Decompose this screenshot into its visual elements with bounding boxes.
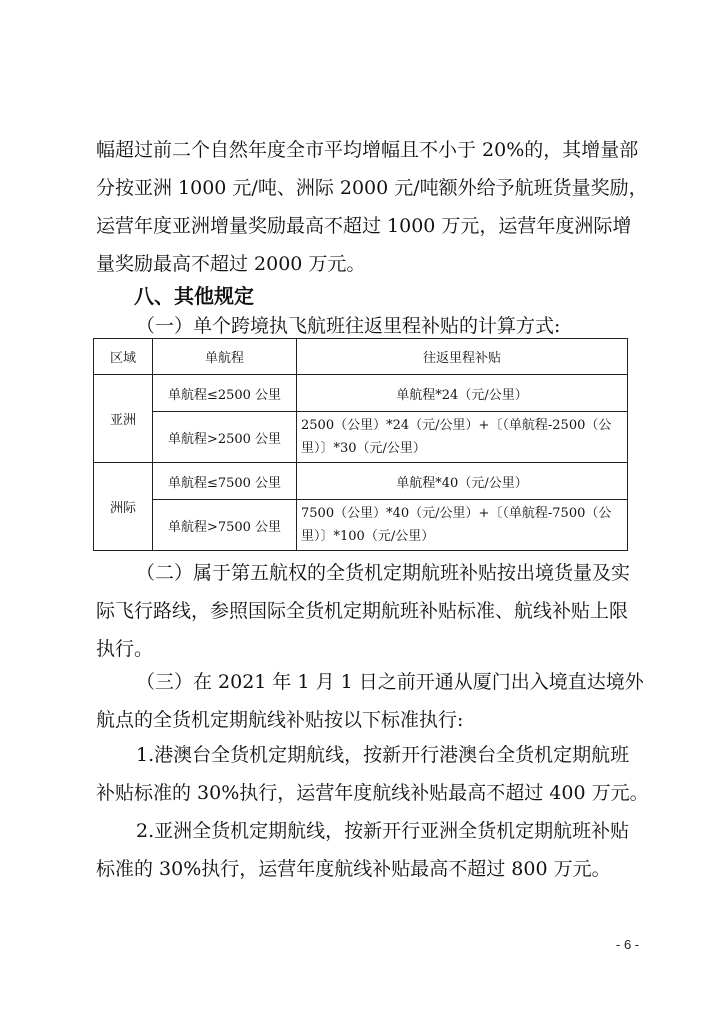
table-row <box>94 375 628 412</box>
formula-cell: 2500（公里）*24（元/公里）+〔（单航程-2500（公里）〕*30（元/公里） <box>297 412 628 463</box>
page-number: - 6 - <box>616 937 640 952</box>
point2-paragraph <box>96 812 636 888</box>
header-one-way: 单航程 <box>153 339 297 375</box>
section-heading: 八、其他规定 <box>134 284 254 308</box>
table-header-row <box>94 339 628 375</box>
table-row <box>94 500 628 551</box>
paragraph-line: 执行。 <box>96 638 154 660</box>
item2-paragraph <box>96 554 636 668</box>
item3-paragraph <box>96 663 644 739</box>
formula-cell: 7500（公里）*40（元/公里）+〔（单航程-7500（公里）〕*100（元/公里） <box>297 500 628 551</box>
top-paragraph <box>96 131 648 283</box>
table-row <box>94 412 628 463</box>
item1-title-text: （一）单个跨境执飞航班往返里程补贴的计算方式: <box>136 315 561 337</box>
paragraph-line: 航点的全货机定期航线补贴按以下标准执行: <box>96 709 464 731</box>
paragraph-line: 分按亚洲 1000 元/吨、洲际 2000 元/吨额外给予航班货量奖励， <box>96 177 648 199</box>
paragraph-line: 1.港澳台全货机定期航线，按新开行港澳台全货机定期航班 <box>136 744 630 766</box>
header-region: 区域 <box>94 339 153 375</box>
paragraph-line: （三）在 2021 年 1 月 1 日之前开通从厦门出入境直达境外 <box>136 671 644 693</box>
table-row <box>94 463 628 500</box>
range-cell: 单航程≤2500 公里 <box>153 375 297 412</box>
range-cell: 单航程>7500 公里 <box>153 500 297 551</box>
paragraph-line: 量奖励最高不超过 2000 万元。 <box>96 253 366 275</box>
paragraph-line: 标准的 30%执行，运营年度航线补贴最高不超过 800 万元。 <box>96 858 611 880</box>
range-cell: 单航程≤7500 公里 <box>153 463 297 500</box>
paragraph-line: 2.亚洲全货机定期航线，按新开行亚洲全货机定期航班补贴 <box>136 820 630 842</box>
range-cell: 单航程>2500 公里 <box>153 412 297 463</box>
formula-cell: 单航程*24（元/公里） <box>297 375 628 412</box>
paragraph-line: 运营年度亚洲增量奖励最高不超过 1000 万元，运营年度洲际增 <box>96 215 632 237</box>
region-asia: 亚洲 <box>94 375 153 463</box>
paragraph-line: 补贴标准的 30%执行，运营年度航线补贴最高不超过 400 万元。 <box>96 782 649 804</box>
formula-cell: 单航程*40（元/公里） <box>297 463 628 500</box>
header-round-trip-subsidy: 往返里程补贴 <box>297 339 628 375</box>
subsidy-table <box>93 338 628 551</box>
paragraph-line: 幅超过前二个自然年度全市平均增幅且不小于 20%的，其增量部 <box>96 139 639 161</box>
paragraph-line: （二）属于第五航权的全货机定期航班补贴按出境货量及实 <box>136 562 631 584</box>
region-intercontinental: 洲际 <box>94 463 153 551</box>
paragraph-line: 际飞行路线，参照国际全货机定期航班补贴标准、航线补贴上限 <box>96 600 629 622</box>
point1-paragraph <box>96 736 649 812</box>
